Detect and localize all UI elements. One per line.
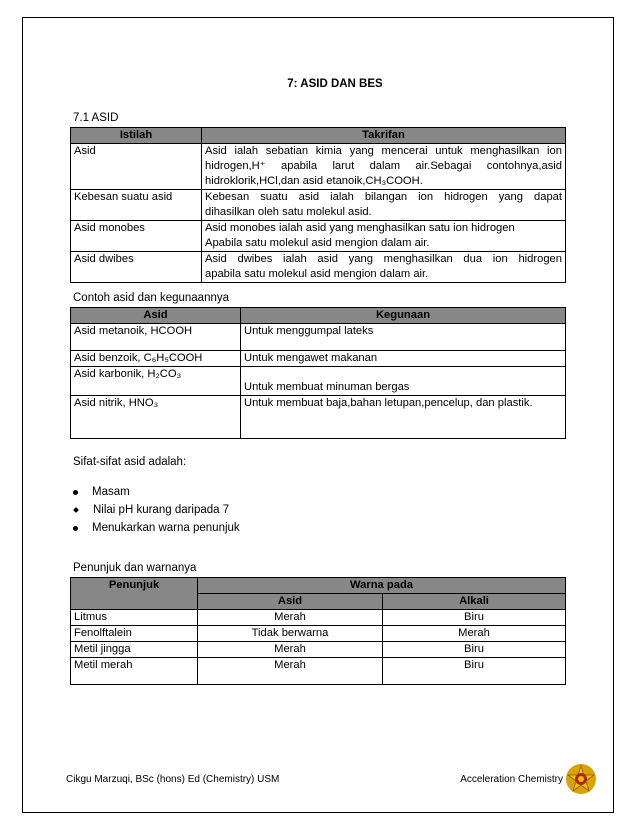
alkali-color-cell: Merah [383,626,566,642]
definition-line: Kebesan suatu asid ialah bilangan ion hidrogen yang dapat [205,191,562,203]
alkali-color-cell: Biru [383,658,566,685]
table-row [71,190,566,221]
acid-name-cell: Asid nitrik, HNO₃ [71,396,241,439]
table-row [71,351,566,367]
acid-name-cell: Asid metanoik, HCOOH [71,324,241,351]
term-cell: Kebesan suatu asid [71,190,202,221]
bullet-icon [73,526,78,531]
alkali-color-cell: Biru [383,610,566,626]
definition-cell [202,252,566,283]
definition-line: Asid ialah sebatian kimia yang mencerai untuk menghasilkan ion [205,145,562,157]
footer-author: Cikgu Marzuqi, BSc (hons) Ed (Chemistry) USM [66,774,280,785]
logo-core [578,776,584,782]
table-row [71,324,566,351]
list-item [73,483,240,501]
acid-color-cell: Merah [198,658,383,685]
table-row [71,658,566,685]
definition-cell [202,190,566,221]
acid-name-cell: Asid karbonik, H₂CO₃ [71,367,241,396]
table-row [71,221,566,252]
indicator-table [70,577,566,685]
header-asid: Asid [71,308,241,324]
term-cell: Asid dwibes [71,252,202,283]
indicator-cell: Fenolftalein [71,626,198,642]
header-asid: Asid [198,594,383,610]
section-asid-label: 7.1 ASID [73,112,119,124]
table-row [71,642,566,658]
acid-use-cell: Untuk mengawet makanan [241,351,566,367]
header-kegunaan: Kegunaan [241,308,566,324]
acid-use-cell: Untuk membuat minuman bergas [241,367,566,396]
table-header-row [71,308,566,324]
definition-cell [202,221,566,252]
emblem-logo-icon [565,763,597,795]
indicator-cell: Metil merah [71,658,198,685]
bullet-icon [73,507,79,513]
term-cell: Asid monobes [71,221,202,252]
list-item [73,519,240,537]
header-alkali: Alkali [383,594,566,610]
table-row [71,610,566,626]
definition-line: hidrogen,H⁺ apabila larut dalam air.Sebagai contohnya,asid [205,160,562,172]
definition-line: dihasilkan oleh satu molekul asid. [205,206,372,218]
property-text: Masam [92,486,130,498]
definition-cell [202,144,566,190]
header-penunjuk-blank [71,594,198,610]
alkali-color-cell: Biru [383,642,566,658]
acid-name-cell: Asid benzoik, C₆H₅COOH [71,351,241,367]
header-istilah: Istilah [71,128,202,144]
page-title: 7: ASID DAN BES [287,78,383,90]
definition-line: Asid dwibes ialah asid yang menghasilkan dua ion hidrogen [205,253,562,265]
table-row [71,252,566,283]
header-penunjuk: Penunjuk [71,578,198,594]
acid-use-cell: Untuk menggumpal lateks [241,324,566,351]
definitions-table [70,127,566,283]
definition-line: Apabila satu molekul asid mengion dalam air. [205,237,430,249]
term-cell: Asid [71,144,202,190]
table-row [71,144,566,190]
section-sifat-label: Sifat-sifat asid adalah: [73,456,187,468]
definition-line: hidroklorik,HCl,dan asid etanoik,CH₃COOH. [205,175,423,187]
bullet-icon [73,490,78,495]
acid-color-cell: Merah [198,610,383,626]
indicator-cell: Metil jingga [71,642,198,658]
definition-line: apabila satu molekul asid mengion dalam air. [205,268,429,280]
acid-use-cell: Untuk membuat baja,bahan letupan,pencelup, dan plastik. [241,396,566,439]
section-contoh-label: Contoh asid dan kegunaannya [73,292,230,304]
acid-color-cell: Merah [198,642,383,658]
table-header-row [71,578,566,594]
property-text: Nilai pH kurang daripada 7 [93,504,230,516]
header-takrifan: Takrifan [202,128,566,144]
table-row [71,367,566,396]
properties-list [73,483,240,537]
indicator-cell: Litmus [71,610,198,626]
section-penunjuk-label: Penunjuk dan warnanya [73,562,197,574]
footer-course: Acceleration Chemistry [460,774,563,785]
header-warna-pada: Warna pada [198,578,566,594]
table-row [71,626,566,642]
acid-uses-table [70,307,566,439]
list-item [73,501,240,519]
table-header-row [71,128,566,144]
acid-color-cell: Tidak berwarna [198,626,383,642]
definition-line: Asid monobes ialah asid yang menghasilkan satu ion hidrogen [205,222,515,234]
property-text: Menukarkan warna penunjuk [92,522,240,534]
table-header-row [71,594,566,610]
table-row [71,396,566,439]
